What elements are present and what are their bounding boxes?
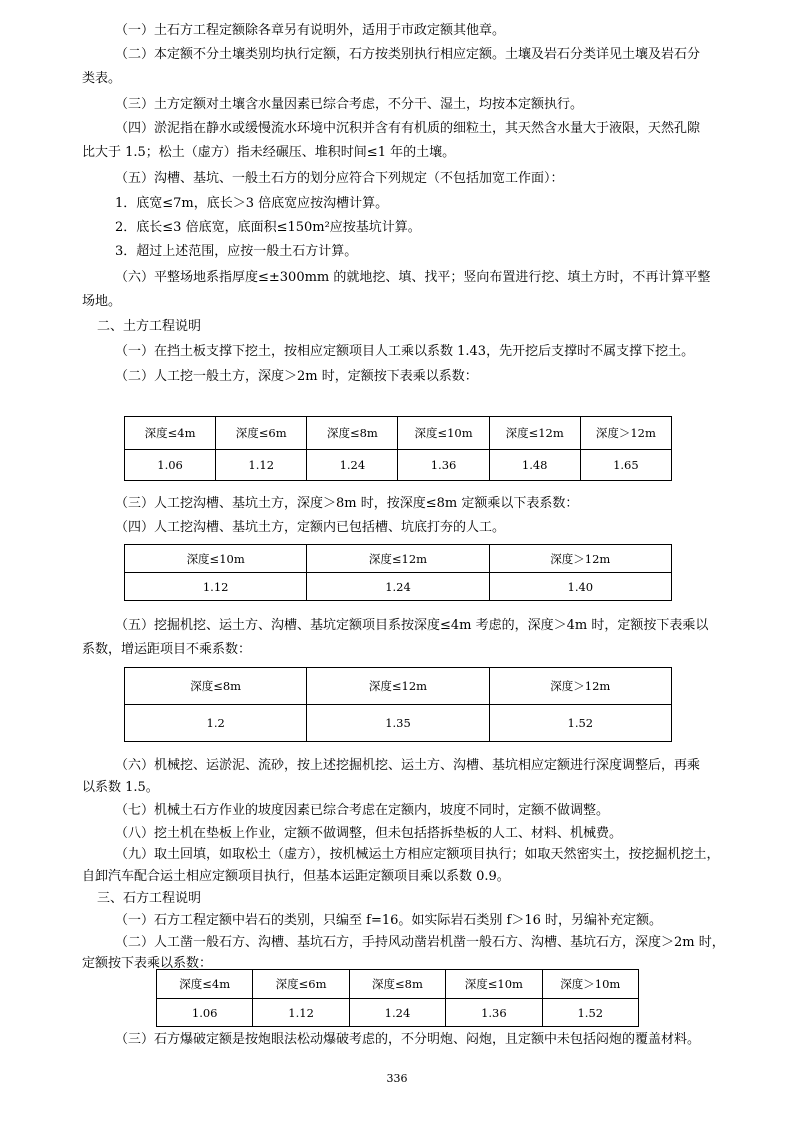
list-item: 2．底长≤3 倍底宽，底面积≤150m²应按基坑计算。 — [115, 220, 421, 235]
paragraph: （四）淤泥指在静水或缓慢流水环境中沉积并含有有机质的细粒土，其天然含水量大于液限，天然孔隙 — [115, 121, 701, 136]
table-cell: 1.36 — [398, 450, 489, 481]
list-item: 3．超过上述范围，应按一般土石方计算。 — [115, 244, 358, 259]
table-header-cell: 深度≤12m — [489, 417, 580, 450]
table-cell: 1.12 — [216, 450, 307, 481]
table-header-cell: 深度≤10m — [398, 417, 489, 450]
table-header-cell: 深度≤6m — [216, 417, 307, 450]
table-cell: 1.65 — [580, 450, 671, 481]
table-header-cell: 深度≤12m — [307, 668, 489, 705]
paragraph-continuation: 系数，增运距项目不乘系数： — [82, 642, 252, 657]
table-header-cell: 深度≤10m — [125, 545, 307, 573]
paragraph: （四）人工挖沟槽、基坑土方，定额内已包括槽、坑底打夯的人工。 — [115, 520, 506, 535]
paragraph: （五）沟槽、基坑、一般土石方的划分应符合下列规定（不包括加宽工作面）： — [115, 171, 564, 186]
paragraph-continuation: 比大于 1.5；松土（虚方）指未经碾压、堆积时间≤1 年的土壤。 — [82, 145, 456, 160]
table-header-cell: 深度≤6m — [253, 970, 349, 999]
table-header-cell: 深度≤8m — [307, 417, 398, 450]
paragraph: （七）机械土石方作业的坡度因素已综合考虑在定额内，坡度不同时，定额不做调整。 — [115, 803, 610, 818]
paragraph: （二）人工挖一般土方，深度＞2m 时，定额按下表乘以系数： — [115, 369, 478, 384]
coefficient-table-1 — [124, 416, 672, 481]
table-cell: 1.35 — [307, 705, 489, 742]
paragraph: （六）平整场地系指厚度≤±300mm 的就地挖、填、找平；竖向布置进行挖、填土方时，不再计算平整 — [115, 270, 711, 285]
table-cell: 1.06 — [157, 999, 253, 1027]
table-header-cell: 深度≤8m — [349, 970, 445, 999]
paragraph-continuation: 以系数 1.5。 — [82, 780, 159, 795]
coefficient-table-4 — [156, 969, 639, 1027]
paragraph: （六）机械挖、运淤泥、流砂，按上述挖掘机挖、运土方、沟槽、基坑相应定额进行深度调整后，再乘 — [115, 758, 701, 773]
paragraph: （一）在挡土板支撑下挖土，按相应定额项目人工乘以系数 1.43，先开挖后支撑时不属支撑下挖土。 — [115, 344, 695, 359]
table-cell: 1.24 — [307, 573, 489, 601]
paragraph: （三）土方定额对土壤含水量因素已综合考虑，不分干、湿土，均按本定额执行。 — [115, 97, 584, 112]
section-heading: 二、土方工程说明 — [97, 319, 202, 334]
paragraph-continuation: 类表。 — [82, 71, 122, 86]
coefficient-table-3 — [124, 667, 672, 742]
paragraph: （一）土石方工程定额除各章另有说明外，适用于市政定额其他章。 — [115, 23, 506, 38]
table-cell: 1.40 — [489, 573, 671, 601]
page-number: 336 — [386, 1072, 408, 1085]
paragraph: （三）人工挖沟槽、基坑土方，深度＞8m 时，按深度≤8m 定额乘以下表系数： — [115, 496, 579, 511]
paragraph: （三）石方爆破定额是按炮眼法松动爆破考虑的，不分明炮、闷炮，且定额中未包括闷炮的覆盖材料。 — [115, 1032, 701, 1047]
table-cell: 1.12 — [125, 573, 307, 601]
table-header-cell: 深度＞10m — [542, 970, 638, 999]
paragraph-continuation: 自卸汽车配合运土相应定额项目执行，但基本运距定额项目乘以系数 0.9。 — [82, 869, 510, 884]
table-header-cell: 深度≤4m — [125, 417, 216, 450]
list-item: 1．底宽≤7m，底长＞3 倍底宽应按沟槽计算。 — [115, 196, 389, 211]
paragraph: （九）取土回填，如取松土（虚方），按机械运土方相应定额项目执行；如取天然密实土，按挖掘机挖土， — [115, 847, 720, 862]
table-cell: 1.24 — [349, 999, 445, 1027]
paragraph: （二）人工凿一般石方、沟槽、基坑石方，手持风动凿岩机凿一般石方、沟槽、基坑石方，深度＞2m 时， — [115, 935, 725, 950]
section-heading: 三、石方工程说明 — [97, 891, 202, 906]
table-cell: 1.24 — [307, 450, 398, 481]
paragraph: （二）本定额不分土壤类别均执行定额，石方按类别执行相应定额。土壤及岩石分类详见土壤及岩石分 — [115, 47, 701, 62]
table-header-cell: 深度≤10m — [446, 970, 542, 999]
paragraph: （八）挖土机在垫板上作业，定额不做调整，但未包括搭拆垫板的人工、材料、机械费。 — [115, 826, 623, 841]
table-header-cell: 深度＞12m — [580, 417, 671, 450]
table-header-cell: 深度≤12m — [307, 545, 489, 573]
table-header-cell: 深度≤4m — [157, 970, 253, 999]
table-header-cell: 深度＞12m — [489, 545, 671, 573]
table-cell: 1.52 — [542, 999, 638, 1027]
table-cell: 1.06 — [125, 450, 216, 481]
table-header-cell: 深度≤8m — [125, 668, 307, 705]
coefficient-table-2 — [124, 544, 672, 601]
paragraph-continuation: 场地。 — [82, 294, 122, 309]
table-cell: 1.36 — [446, 999, 542, 1027]
table-cell: 1.48 — [489, 450, 580, 481]
table-cell: 1.12 — [253, 999, 349, 1027]
paragraph-continuation: 定额按下表乘以系数： — [82, 956, 213, 971]
paragraph: （一）石方工程定额中岩石的类别，只编至 f=16。如实际岩石类别 f＞16 时，另编补充定额。 — [115, 913, 662, 928]
table-cell: 1.2 — [125, 705, 307, 742]
table-header-cell: 深度＞12m — [489, 668, 671, 705]
table-cell: 1.52 — [489, 705, 671, 742]
paragraph: （五）挖掘机挖、运土方、沟槽、基坑定额项目系按深度≤4m 考虑的，深度＞4m 时，定额按下表乘以 — [115, 618, 709, 633]
